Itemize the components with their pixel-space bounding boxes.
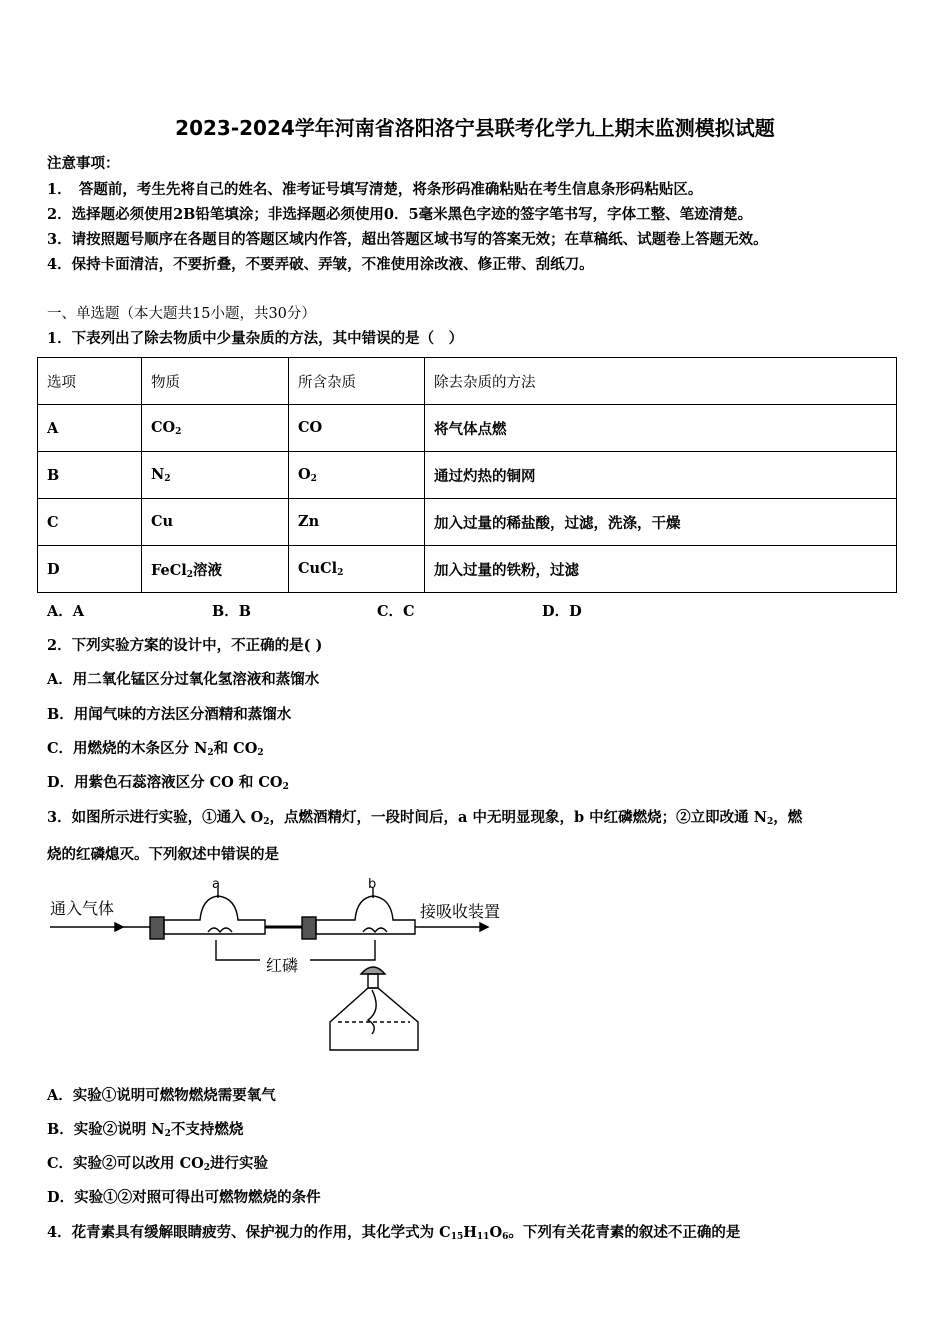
option-cell: A xyxy=(38,405,142,452)
experiment-diagram xyxy=(40,872,520,1062)
question-1-choices xyxy=(47,600,582,621)
label-line-right xyxy=(310,940,375,960)
notice-item: 1． 答题前，考生先将自己的姓名、准考证号填写清楚，将条形码准确粘贴在考生信息条形码粘贴区。 xyxy=(47,181,703,198)
method-cell: 加入过量的铁粉，过滤 xyxy=(425,546,897,593)
choice-d[interactable]: D．D xyxy=(542,603,582,620)
glass-bulb-b xyxy=(316,896,415,934)
notice-item: 3．请按照题号顺序在各题目的答题区域内作答，超出答题区域书写的答案无效；在草稿纸、试题卷上答题无效。 xyxy=(47,231,768,248)
phosphorus-label: 红磷 xyxy=(266,956,299,975)
impurity-cell: $O_2$ xyxy=(289,452,425,499)
gas-inlet-label: 通入气体 xyxy=(50,899,115,918)
label-line-left xyxy=(216,940,260,960)
substance-cell: $CO_2$ xyxy=(142,405,289,452)
method-cell: 加入过量的稀盐酸，过滤，洗涤，干燥 xyxy=(425,499,897,546)
lamp-wick xyxy=(368,990,376,1034)
choice-c[interactable]: C．C xyxy=(377,603,415,620)
lamp-neck xyxy=(368,974,378,988)
option-cell: C xyxy=(38,499,142,546)
method-cell: 通过灼热的铜网 xyxy=(425,452,897,499)
notice-item: 4．保持卡面清洁，不要折叠，不要弄破、弄皱，不准使用涂改液、修正带、刮纸刀。 xyxy=(47,256,594,273)
notice-item: 2．选择题必须使用2B铅笔填涂；非选择题必须使用0．5毫米黑色字迹的签字笔书写，字体工整、笔迹清楚。 xyxy=(47,206,753,223)
choice-c[interactable]: C．用燃烧的木条区分 $N_2$和 $CO_2$ xyxy=(47,740,264,758)
question-4-stem: 4．花青素具有缓解眼睛疲劳、保护视力的作用，其化学式为 $C_{15}H_{11}O_6$。下列有关花青素的叙述不正确的是 xyxy=(47,1224,741,1242)
substance-cell: FeCl$_2$溶液 xyxy=(142,546,289,593)
lamp-flame-cap xyxy=(361,967,385,974)
sample-a xyxy=(208,928,232,932)
label-a: a xyxy=(212,877,220,892)
question-2-stem: 2．下列实验方案的设计中，不正确的是( ) xyxy=(47,637,323,654)
impurity-cell: Zn xyxy=(289,499,425,546)
choice-c[interactable]: C．实验②可以改用 $CO_2$进行实验 xyxy=(47,1155,269,1173)
table-row xyxy=(38,499,897,546)
question-1-table xyxy=(37,357,897,593)
sample-b xyxy=(363,928,387,932)
arrow-head-icon xyxy=(480,923,488,931)
choice-d[interactable]: D．用紫色石蕊溶液区分 CO 和 $CO_2$ xyxy=(47,774,289,792)
table-row xyxy=(38,452,897,499)
method-cell: 将气体点燃 xyxy=(425,405,897,452)
label-b: b xyxy=(368,877,377,892)
table-header-cell: 选项 xyxy=(38,358,142,405)
substance-cell: $N_2$ xyxy=(142,452,289,499)
page-title: 2023-2024学年河南省洛阳洛宁县联考化学九上期末监测模拟试题 xyxy=(175,116,775,140)
question-1-stem: 1．下表列出了除去物质中少量杂质的方法，其中错误的是（ ） xyxy=(47,330,464,347)
stopper-right xyxy=(302,917,316,939)
choice-b[interactable]: B．实验②说明 $N_2$不支持燃烧 xyxy=(47,1121,244,1139)
notice-heading: 注意事项： xyxy=(47,155,120,172)
question-3-stem-cont: 烧的红磷熄灭。下列叙述中错误的是 xyxy=(47,846,279,863)
option-cell: D xyxy=(38,546,142,593)
choice-d[interactable]: D．实验①②对照可得出可燃物燃烧的条件 xyxy=(47,1189,321,1206)
substance-cell: Cu xyxy=(142,499,289,546)
table-header-cell: 除去杂质的方法 xyxy=(425,358,897,405)
table-row xyxy=(38,405,897,452)
option-cell: B xyxy=(38,452,142,499)
stopper-left xyxy=(150,917,164,939)
absorber-label: 接吸收装置 xyxy=(420,902,501,921)
table-row xyxy=(38,546,897,593)
arrow-head-icon xyxy=(115,923,123,931)
choice-b[interactable]: B．B xyxy=(212,603,252,620)
alcohol-lamp-icon xyxy=(330,988,418,1050)
table-header-row xyxy=(38,358,897,405)
choice-a[interactable]: A．用二氧化锰区分过氧化氢溶液和蒸馏水 xyxy=(47,671,320,688)
section-heading: 一、单选题（本大题共15小题，共30分） xyxy=(47,306,316,322)
choice-a[interactable]: A．A xyxy=(47,603,85,620)
choice-a[interactable]: A．实验①说明可燃物燃烧需要氧气 xyxy=(47,1087,276,1104)
impurity-cell: CuCl$_2$ xyxy=(289,546,425,593)
table-header-cell: 所含杂质 xyxy=(289,358,425,405)
choice-b[interactable]: B．用闻气味的方法区分酒精和蒸馏水 xyxy=(47,706,292,723)
question-3-stem: 3．如图所示进行实验，①通入 $O_2$，点燃酒精灯，一段时间后，a 中无明显现象，b 中红磷燃烧；②立即改通 $N_2$，燃 xyxy=(47,809,803,827)
table-header-cell: 物质 xyxy=(142,358,289,405)
impurity-cell: CO xyxy=(289,405,425,452)
